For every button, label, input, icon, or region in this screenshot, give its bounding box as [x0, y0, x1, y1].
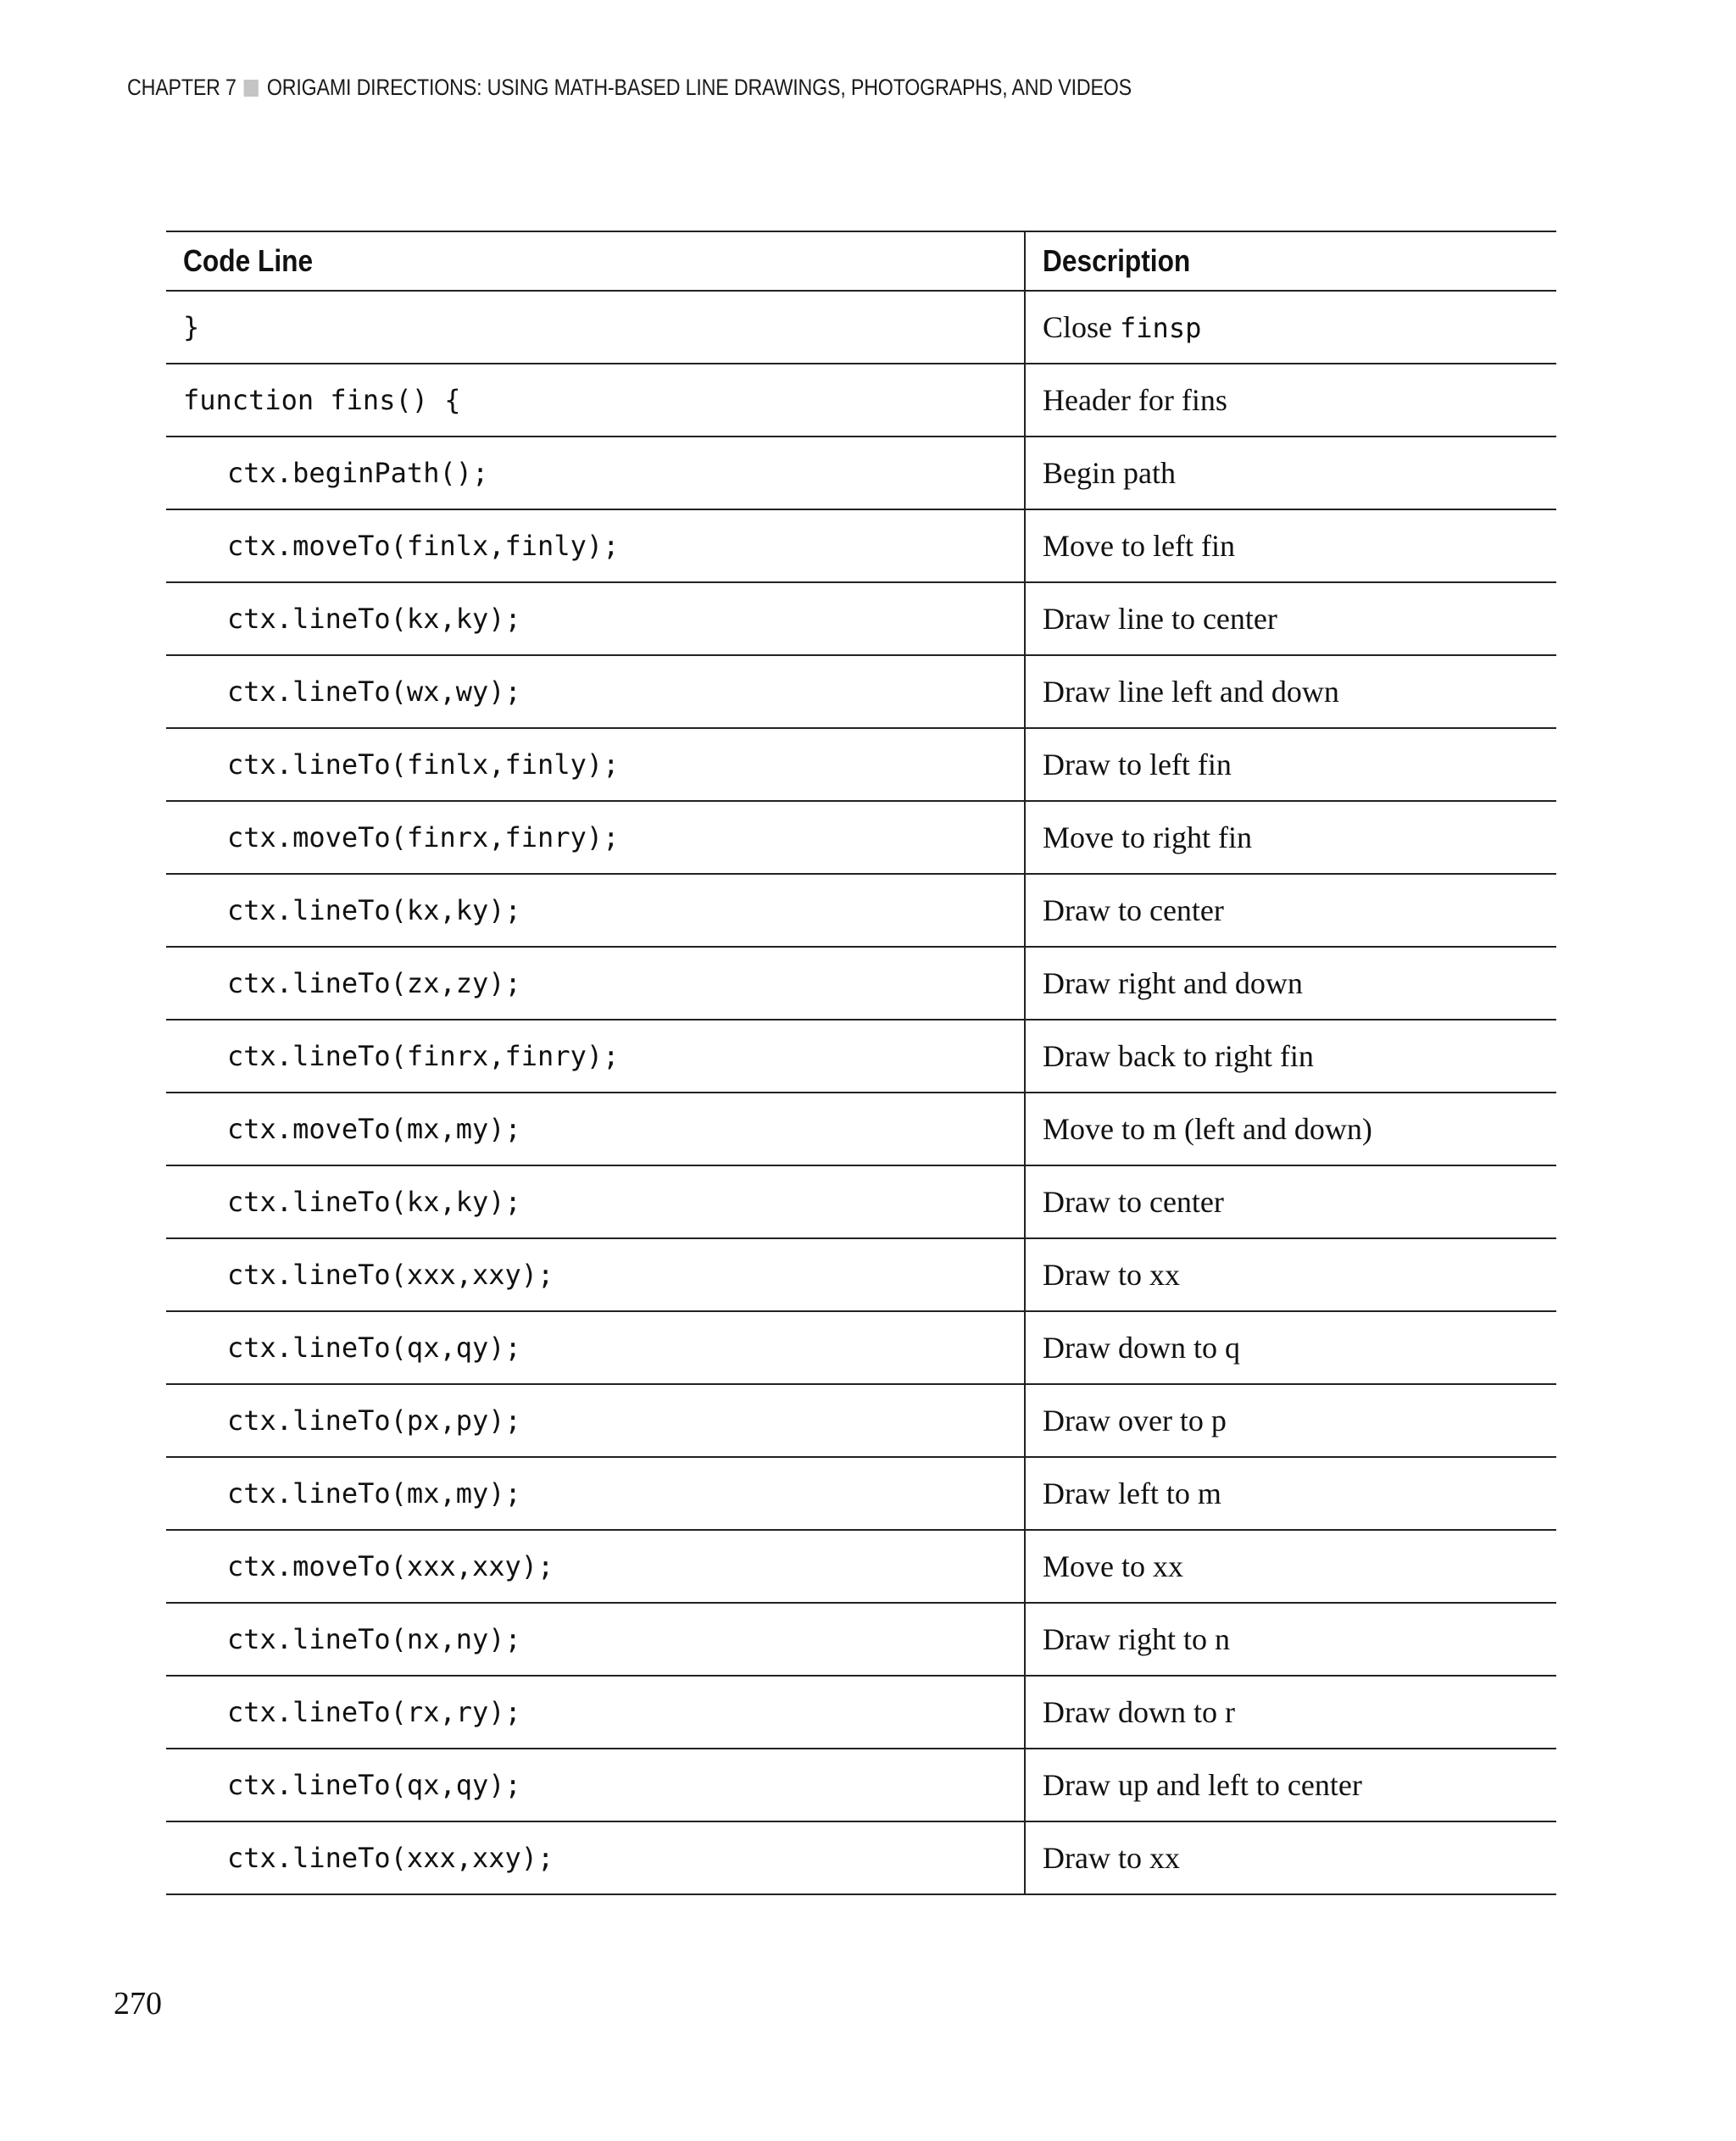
description-text: Draw to xx	[1043, 1841, 1180, 1875]
description-cell	[1025, 655, 1556, 728]
description-cell	[1025, 1749, 1556, 1821]
description-cell	[1025, 947, 1556, 1020]
code-line-cell: ctx.lineTo(finrx,finry);	[166, 1020, 1025, 1093]
description-text: Move to xx	[1043, 1549, 1183, 1583]
code-line-cell: ctx.lineTo(wx,wy);	[166, 655, 1025, 728]
code-line-cell: ctx.lineTo(xxx,xxy);	[166, 1821, 1025, 1894]
code-line-cell: ctx.lineTo(kx,ky);	[166, 582, 1025, 655]
page-number: 270	[114, 1986, 162, 2021]
table-row	[166, 364, 1556, 437]
description-text: Draw right and down	[1043, 966, 1303, 1000]
description-text: Begin path	[1043, 456, 1176, 490]
table-row	[166, 655, 1556, 728]
description-text: Draw line to center	[1043, 602, 1277, 636]
code-line-cell: ctx.lineTo(xxx,xxy);	[166, 1238, 1025, 1311]
description-cell	[1025, 728, 1556, 801]
table-row	[166, 1093, 1556, 1165]
description-text: Draw to left fin	[1043, 748, 1232, 781]
code-line-cell: ctx.moveTo(finrx,finry);	[166, 801, 1025, 874]
table-row	[166, 801, 1556, 874]
code-line-cell: ctx.lineTo(finlx,finly);	[166, 728, 1025, 801]
code-description-table	[166, 231, 1556, 1895]
description-cell	[1025, 1603, 1556, 1676]
table-row	[166, 728, 1556, 801]
table-row	[166, 874, 1556, 947]
table-header-row	[166, 231, 1556, 291]
description-text: Draw line left and down	[1043, 675, 1339, 709]
table-row	[166, 582, 1556, 655]
code-line-cell: ctx.lineTo(qx,qy);	[166, 1749, 1025, 1821]
code-line-cell: ctx.moveTo(finlx,finly);	[166, 509, 1025, 582]
description-text: Draw to center	[1043, 1185, 1224, 1219]
table-row	[166, 291, 1556, 364]
description-text: Draw back to right fin	[1043, 1039, 1314, 1073]
table-row	[166, 1020, 1556, 1093]
table-row	[166, 947, 1556, 1020]
description-text: Draw left to m	[1043, 1476, 1221, 1510]
description-cell	[1025, 437, 1556, 509]
description-cell	[1025, 509, 1556, 582]
code-line-header: Code Line	[166, 231, 1025, 291]
code-line-cell: ctx.lineTo(px,py);	[166, 1384, 1025, 1457]
table-row	[166, 1384, 1556, 1457]
description-cell	[1025, 1821, 1556, 1894]
code-line-cell: ctx.moveTo(mx,my);	[166, 1093, 1025, 1165]
code-line-cell: ctx.lineTo(rx,ry);	[166, 1676, 1025, 1749]
description-cell	[1025, 801, 1556, 874]
table-row	[166, 1821, 1556, 1894]
code-line-cell: ctx.lineTo(kx,ky);	[166, 1165, 1025, 1238]
table-row	[166, 1530, 1556, 1603]
description-text: Draw up and left to center	[1043, 1768, 1362, 1802]
description-text: Close	[1043, 310, 1121, 344]
description-cell	[1025, 291, 1556, 364]
code-line-cell: ctx.lineTo(mx,my);	[166, 1457, 1025, 1530]
description-text: Move to left fin	[1043, 529, 1235, 563]
code-line-cell: ctx.lineTo(qx,qy);	[166, 1311, 1025, 1384]
table-row	[166, 1603, 1556, 1676]
description-cell	[1025, 1311, 1556, 1384]
code-line-cell: ctx.lineTo(nx,ny);	[166, 1603, 1025, 1676]
chapter-title: ORIGAMI DIRECTIONS: USING MATH-BASED LINE DRAWINGS, PHOTOGRAPHS, AND VIDEOS	[266, 75, 1132, 100]
description-cell	[1025, 1238, 1556, 1311]
description-cell	[1025, 1384, 1556, 1457]
description-text: Draw to xx	[1043, 1258, 1180, 1292]
description-text: Draw down to q	[1043, 1331, 1240, 1365]
table-row	[166, 1238, 1556, 1311]
code-line-cell: ctx.moveTo(xxx,xxy);	[166, 1530, 1025, 1603]
description-cell	[1025, 1165, 1556, 1238]
description-cell	[1025, 1020, 1556, 1093]
description-text: Header for fins	[1043, 383, 1227, 417]
table-row	[166, 1457, 1556, 1530]
table-body	[166, 291, 1556, 1894]
description-cell	[1025, 1093, 1556, 1165]
table-row	[166, 1311, 1556, 1384]
separator-square-icon	[243, 80, 258, 97]
table-row	[166, 1165, 1556, 1238]
table-row	[166, 1749, 1556, 1821]
table-row	[166, 509, 1556, 582]
code-line-cell: }	[166, 291, 1025, 364]
description-cell	[1025, 582, 1556, 655]
description-text: Draw down to r	[1043, 1695, 1235, 1729]
code-line-cell: ctx.lineTo(zx,zy);	[166, 947, 1025, 1020]
running-head	[127, 75, 1132, 101]
description-text: Move to m (left and down)	[1043, 1112, 1372, 1146]
description-text: Draw to center	[1043, 893, 1224, 927]
description-text: Draw over to p	[1043, 1404, 1227, 1438]
table-row	[166, 1676, 1556, 1749]
description-inline-code: finsp	[1120, 312, 1202, 344]
description-text: Draw right to n	[1043, 1622, 1230, 1656]
description-cell	[1025, 1530, 1556, 1603]
code-line-cell: ctx.beginPath();	[166, 437, 1025, 509]
description-cell	[1025, 1457, 1556, 1530]
chapter-label: CHAPTER 7	[127, 75, 236, 100]
description-cell	[1025, 364, 1556, 437]
description-cell	[1025, 1676, 1556, 1749]
code-line-cell: function fins() {	[166, 364, 1025, 437]
description-text: Move to right fin	[1043, 820, 1252, 854]
description-header: Description	[1025, 231, 1556, 291]
table-row	[166, 437, 1556, 509]
code-line-cell: ctx.lineTo(kx,ky);	[166, 874, 1025, 947]
description-cell	[1025, 874, 1556, 947]
